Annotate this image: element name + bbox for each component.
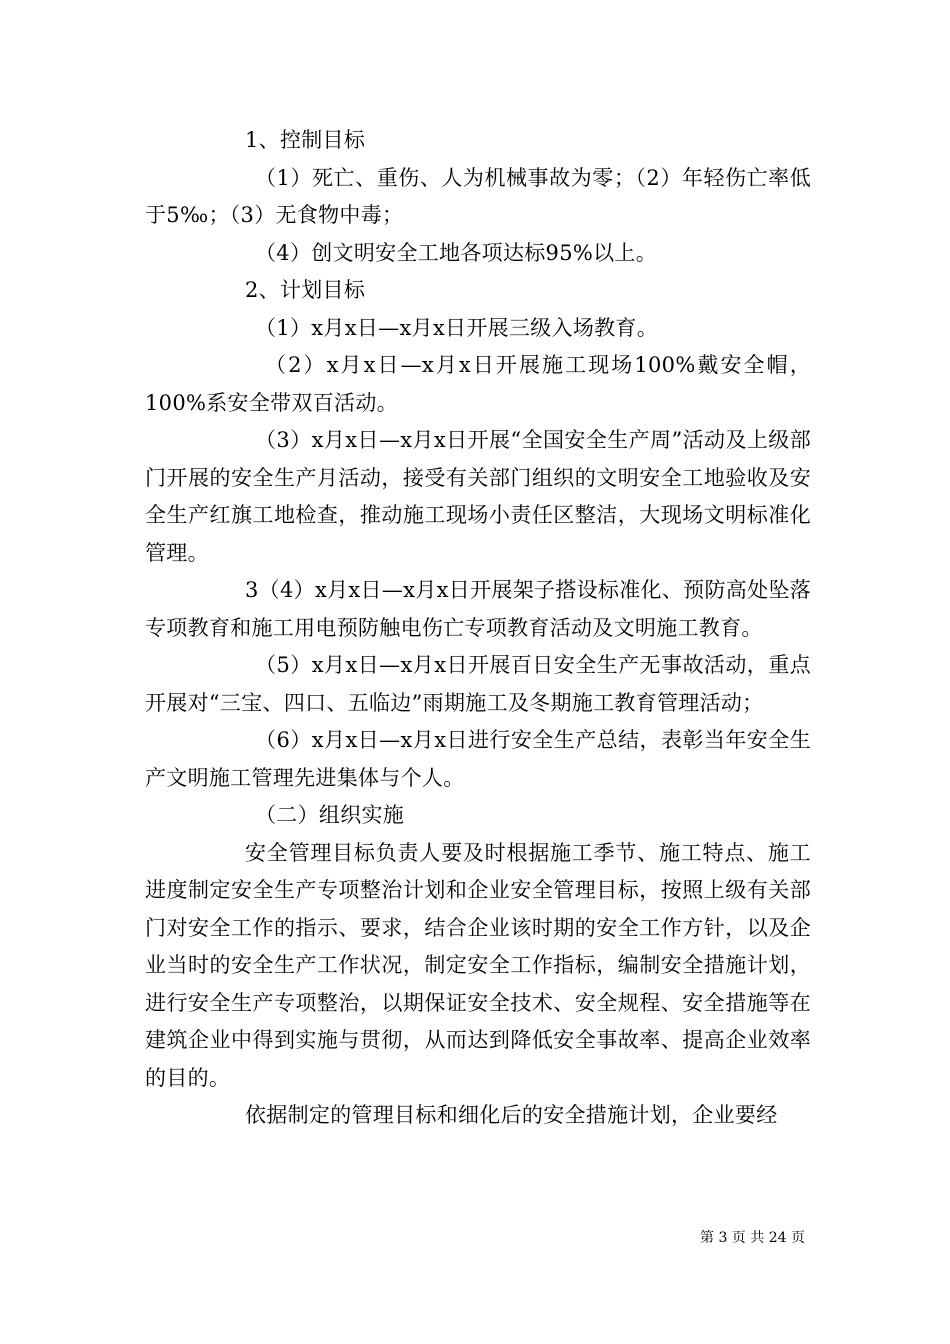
paragraph-organize-heading: （二）组织实施 xyxy=(255,803,405,827)
paragraph-organize-body: 安全管理目标负责人要及时根据施工季节、施工特点、施工进度制定安全生产专项整治计划和企业安全管理目标，按照上级有关部门对安全工作的指示、要求，结合企业该时期的安全工作方针，以及企业当时的安全生产工作状况，制定安全工作指标，编制安全措施计划，进行安全生产专项整治，以期保证安全技术、安全规程、安全措施等在建筑企业中得到实施与贯彻，从而达到降低安全事故率、提高企业效率的目的。 xyxy=(145,840,811,1090)
paragraph-plan-item-4: 3（4）x月x日—x月x日开展架子搭设标准化、预防高处坠落专项教育和施工用电预防触电伤亡专项教育活动及文明施工教育。 xyxy=(145,578,811,640)
paragraph-plan-item-2: （2）x月x日—x月x日开展施工现场100%戴安全帽，100%系安全带双百活动。 xyxy=(145,353,811,415)
paragraph-plan-item-5: （5）x月x日—x月x日开展百日安全生产无事故活动，重点开展对“三宝、四口、五临边”雨期施工及冬期施工教育管理活动； xyxy=(145,653,811,715)
paragraph-continuation: 依据制定的管理目标和细化后的安全措施计划，企业要经 xyxy=(245,1103,778,1127)
paragraph-plan-item-1: （1）x月x日—x月x日开展三级入场教育。 xyxy=(255,315,659,340)
paragraph-control-target-item-4: （4）创文明安全工地各项达标95%以上。 xyxy=(255,240,658,265)
paragraph-plan-item-6: （6）x月x日—x月x日进行安全生产总结，表彰当年安全生产文明施工管理先进集体与个人。 xyxy=(145,728,811,790)
page-number-label: 第 3 页 共 24 页 xyxy=(700,1230,805,1246)
paragraph-plan-target-heading: 2、计划目标 xyxy=(245,278,366,302)
document-body xyxy=(145,122,811,1135)
paragraph-control-target-items: （1）死亡、重伤、人为机械事故为零；（2）年轻伤亡率低于5‰；（3）无食物中毒； xyxy=(145,165,811,227)
paragraph-plan-item-3: （3）x月x日—x月x日开展“全国安全生产周”活动及上级部门开展的安全生产月活动，接受有关部门组织的文明安全工地验收及安全生产红旗工地检查，推动施工现场小责任区整洁，大现场文明标准化管理。 xyxy=(145,428,811,565)
paragraph-control-target-heading: 1、控制目标 xyxy=(245,128,366,152)
